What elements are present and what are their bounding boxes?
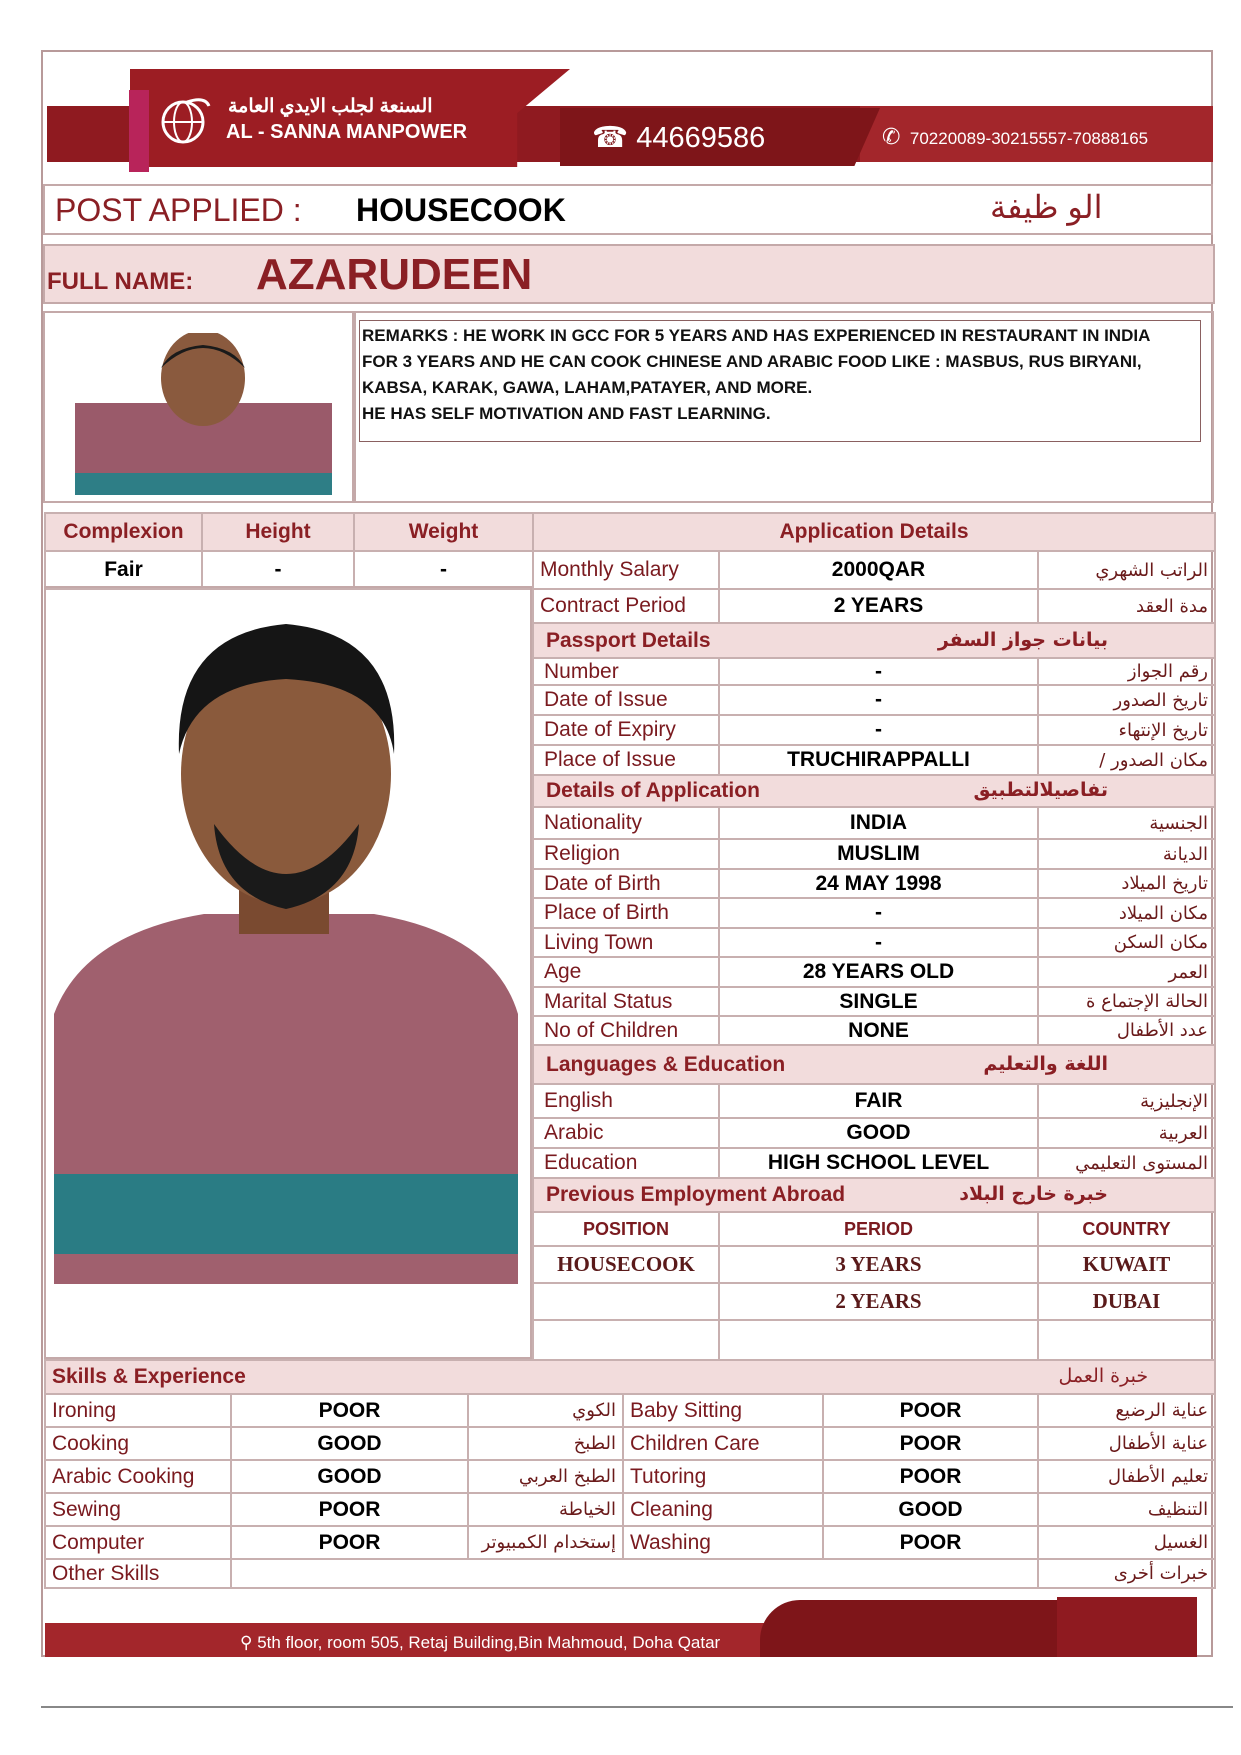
post-applied-label-arabic: الو ظيفة <box>990 189 1103 225</box>
application-details-header <box>533 513 1215 551</box>
skill-label: Children Care <box>623 1427 823 1460</box>
physical-header-row <box>45 513 533 551</box>
skill-label-arabic: إستخدام الكمبيوتر <box>468 1526 623 1559</box>
detail-row <box>533 1016 1215 1045</box>
skills-title-arabic: خبرة العمل <box>1058 1365 1149 1387</box>
skill-label: Sewing <box>45 1493 231 1526</box>
application-details-title: Application Details <box>533 513 1215 551</box>
section-title: Languages & Education <box>546 1052 786 1076</box>
skill-level: GOOD <box>231 1427 468 1460</box>
row-label: Date of Birth <box>533 869 719 898</box>
remarks-line: HE HAS SELF MOTIVATION AND FAST LEARNING. <box>362 404 771 423</box>
skill-level: POOR <box>823 1394 1038 1427</box>
employment-column-header: POSITION <box>533 1212 719 1246</box>
complexion-value: Fair <box>45 551 202 589</box>
skill-label-arabic: التنظيف <box>1038 1493 1215 1526</box>
row-label: Age <box>533 957 719 987</box>
remarks-box <box>359 320 1201 442</box>
row-label-arabic: الراتب الشهري <box>1038 551 1215 589</box>
skill-row <box>45 1526 1215 1559</box>
row-label-arabic: العربية <box>1038 1118 1215 1148</box>
skill-row <box>45 1493 1215 1526</box>
languages-section-header <box>533 1045 1215 1084</box>
skill-label: Baby Sitting <box>623 1394 823 1427</box>
row-value: MUSLIM <box>719 839 1038 869</box>
employment-cell: 2 YEARS <box>719 1283 1038 1320</box>
detail-row <box>533 685 1215 715</box>
skill-label-arabic: عناية الأطفال <box>1038 1427 1215 1460</box>
employment-cell <box>533 1320 719 1360</box>
phone-value: 44669586 <box>636 122 766 154</box>
detail-row <box>533 898 1215 928</box>
header-accent-bar <box>129 90 149 172</box>
applicant-photo-large <box>54 594 518 1284</box>
passport-title: Passport Details <box>546 628 711 652</box>
skill-label-arabic: الطبخ <box>468 1427 623 1460</box>
employment-section-header <box>533 1178 1215 1212</box>
row-value: - <box>719 898 1038 928</box>
skill-label-arabic: الطبخ العربي <box>468 1460 623 1493</box>
details-section-header-cell <box>533 775 1215 807</box>
physical-table <box>44 512 534 590</box>
detail-row <box>533 869 1215 898</box>
weight-value: - <box>354 551 533 589</box>
large-photo-cell <box>44 586 532 1359</box>
row-label-arabic: الديانة <box>1038 839 1215 869</box>
skill-row <box>45 1394 1215 1427</box>
row-label-arabic: الحالة الإجتماع ة <box>1038 987 1215 1016</box>
row-label: Place of Issue <box>533 745 719 775</box>
skill-level: POOR <box>823 1460 1038 1493</box>
languages-section-header-cell <box>533 1045 1215 1084</box>
row-label: Place of Birth <box>533 898 719 928</box>
location-pin-icon: ⚲ <box>240 1633 253 1652</box>
row-label: English <box>533 1084 719 1118</box>
skill-row <box>45 1460 1215 1493</box>
skill-row <box>45 1427 1215 1460</box>
other-skills-label: Other Skills <box>45 1559 231 1588</box>
skill-label: Cleaning <box>623 1493 823 1526</box>
detail-row <box>533 1084 1215 1118</box>
skill-level: GOOD <box>823 1493 1038 1526</box>
row-label-arabic: العمر <box>1038 957 1215 987</box>
row-label: Nationality <box>533 807 719 839</box>
row-label-arabic: تاريخ الميلاد <box>1038 869 1215 898</box>
skill-level: POOR <box>231 1493 468 1526</box>
row-value: - <box>719 928 1038 957</box>
mobile-phone-icon: ✆ <box>882 124 901 149</box>
row-label: Contract Period <box>533 589 719 623</box>
physical-values-row <box>45 551 533 589</box>
row-label-arabic: مكان الصدور / <box>1038 745 1215 775</box>
row-value: - <box>719 715 1038 745</box>
row-label: Date of Expiry <box>533 715 719 745</box>
row-label-arabic: الإنجليزية <box>1038 1084 1215 1118</box>
skill-label-arabic: الخياطة <box>468 1493 623 1526</box>
row-value: 24 MAY 1998 <box>719 869 1038 898</box>
row-label: Number <box>533 658 719 685</box>
row-value: 2000QAR <box>719 551 1038 589</box>
employment-row <box>533 1246 1215 1283</box>
detail-row <box>533 957 1215 987</box>
address-text: 5th floor, room 505, Retaj Building,Bin Mahmoud, Doha Qatar <box>257 1633 721 1652</box>
passport-section-header <box>533 623 1215 658</box>
row-label-arabic: تاريخ الصدور <box>1038 685 1215 715</box>
details-section-header <box>533 775 1215 807</box>
skill-label-arabic: الكوي <box>468 1394 623 1427</box>
remarks-line: REMARKS : HE WORK IN GCC FOR 5 YEARS AND HAS EXPERIENCED IN RESTAURANT IN INDIA <box>362 326 1151 345</box>
phone-number <box>592 120 765 155</box>
detail-row <box>533 987 1215 1016</box>
full-name-value: AZARUDEEN <box>256 250 533 299</box>
remarks-line: KABSA, KARAK, GAWA, LAHAM,PATAYER, AND MORE. <box>362 378 813 397</box>
detail-row <box>533 658 1215 685</box>
skill-level: POOR <box>823 1526 1038 1559</box>
employment-cell <box>1038 1320 1215 1360</box>
detail-row <box>533 715 1215 745</box>
telephone-icon: ☎ <box>592 122 629 154</box>
mobile-numbers <box>882 124 1148 150</box>
employment-row <box>533 1283 1215 1320</box>
row-label-arabic: مكان السكن <box>1038 928 1215 957</box>
detail-row <box>533 928 1215 957</box>
row-value: 28 YEARS OLD <box>719 957 1038 987</box>
row-value: GOOD <box>719 1118 1038 1148</box>
height-header: Height <box>202 513 354 551</box>
employment-section-header-cell <box>533 1178 1215 1212</box>
bottom-divider <box>41 1706 1233 1708</box>
skill-label-arabic: عناية الرضيع <box>1038 1394 1215 1427</box>
section-title-arabic: خبرة خارج البلاد <box>959 1183 1108 1205</box>
employment-column-header: COUNTRY <box>1038 1212 1215 1246</box>
row-value: TRUCHIRAPPALLI <box>719 745 1038 775</box>
row-label: No of Children <box>533 1016 719 1045</box>
row-value: FAIR <box>719 1084 1038 1118</box>
section-title: Previous Employment Abroad <box>546 1183 846 1206</box>
row-value: - <box>719 658 1038 685</box>
row-label: Arabic <box>533 1118 719 1148</box>
passport-title-arabic: بيانات جواز السفر <box>937 628 1109 651</box>
section-title-arabic: تفاصيلالتطبيق <box>973 779 1108 801</box>
row-value: NONE <box>719 1016 1038 1045</box>
application-details-table <box>532 512 1216 659</box>
applicant-photo-small <box>75 333 332 495</box>
skills-section-header <box>45 1360 1215 1394</box>
row-label-arabic: مدة العقد <box>1038 589 1215 623</box>
row-label: Date of Issue <box>533 685 719 715</box>
passport-title-cell <box>533 623 1215 658</box>
employment-cell <box>533 1283 719 1320</box>
employment-cell: DUBAI <box>1038 1283 1215 1320</box>
small-photo-cell <box>43 311 354 503</box>
detail-row <box>533 807 1215 839</box>
row-label-arabic: عدد الأطفال <box>1038 1016 1215 1045</box>
skills-title-cell <box>45 1360 1215 1394</box>
detail-row <box>533 551 1215 589</box>
detail-row <box>533 745 1215 775</box>
employment-cell: 3 YEARS <box>719 1246 1038 1283</box>
footer-address <box>240 1633 720 1653</box>
row-value: SINGLE <box>719 987 1038 1016</box>
skill-label: Arabic Cooking <box>45 1460 231 1493</box>
skill-label: Ironing <box>45 1394 231 1427</box>
row-value: - <box>719 685 1038 715</box>
remarks-line: FOR 3 YEARS AND HE CAN COOK CHINESE AND ARABIC FOOD LIKE : MASBUS, RUS BIRYANI, <box>362 352 1142 371</box>
globe-logo-icon <box>157 96 211 146</box>
section-title: Details of Application <box>546 779 760 802</box>
row-value: INDIA <box>719 807 1038 839</box>
complexion-header: Complexion <box>45 513 202 551</box>
skill-level: POOR <box>231 1394 468 1427</box>
row-label-arabic: تاريخ الإنتهاء <box>1038 715 1215 745</box>
row-label-arabic: الجنسية <box>1038 807 1215 839</box>
other-skills-row <box>45 1559 1215 1588</box>
employment-row <box>533 1320 1215 1360</box>
employment-column-header: PERIOD <box>719 1212 1038 1246</box>
detail-row <box>533 839 1215 869</box>
skill-label: Cooking <box>45 1427 231 1460</box>
skill-level: POOR <box>231 1526 468 1559</box>
skill-level: POOR <box>823 1427 1038 1460</box>
skill-level: GOOD <box>231 1460 468 1493</box>
skills-title: Skills & Experience <box>52 1365 246 1388</box>
row-value: 2 YEARS <box>719 589 1038 623</box>
post-applied-label: POST APPLIED : <box>55 192 302 228</box>
row-label-arabic: رقم الجواز <box>1038 658 1215 685</box>
detail-row <box>533 1148 1215 1178</box>
company-name-arabic: السنعة لجلب الايدي العامة <box>228 96 433 117</box>
detail-row <box>533 589 1215 623</box>
detail-row <box>533 1118 1215 1148</box>
row-label: Living Town <box>533 928 719 957</box>
employment-cell: KUWAIT <box>1038 1246 1215 1283</box>
footer-block <box>1057 1597 1197 1657</box>
other-skills-label-arabic: خبرات أخرى <box>1038 1559 1215 1588</box>
full-name-label: FULL NAME: <box>47 268 194 295</box>
employment-header-row <box>533 1212 1215 1246</box>
height-value: - <box>202 551 354 589</box>
employment-cell <box>719 1320 1038 1360</box>
other-skills-value <box>231 1559 1038 1588</box>
post-applied-value: HOUSECOOK <box>356 192 566 228</box>
row-label-arabic: المستوى التعليمي <box>1038 1148 1215 1178</box>
row-label: Marital Status <box>533 987 719 1016</box>
row-label: Religion <box>533 839 719 869</box>
skill-label: Computer <box>45 1526 231 1559</box>
row-label: Education <box>533 1148 719 1178</box>
skill-label-arabic: تعليم الأطفال <box>1038 1460 1215 1493</box>
employment-cell: HOUSECOOK <box>533 1246 719 1283</box>
row-value: HIGH SCHOOL LEVEL <box>719 1148 1038 1178</box>
row-label-arabic: مكان الميلاد <box>1038 898 1215 928</box>
skill-label-arabic: الغسيل <box>1038 1526 1215 1559</box>
section-title-arabic: اللغة والتعليم <box>983 1052 1108 1075</box>
weight-header: Weight <box>354 513 533 551</box>
application-details-rest <box>532 657 1216 1361</box>
full-name-row <box>43 244 1215 304</box>
company-name: AL - SANNA MANPOWER <box>226 121 468 143</box>
skill-label: Washing <box>623 1526 823 1559</box>
row-label: Monthly Salary <box>533 551 719 589</box>
skill-label: Tutoring <box>623 1460 823 1493</box>
mobile-value: 70220089-30215557-70888165 <box>909 129 1149 148</box>
skills-table <box>44 1359 1216 1589</box>
